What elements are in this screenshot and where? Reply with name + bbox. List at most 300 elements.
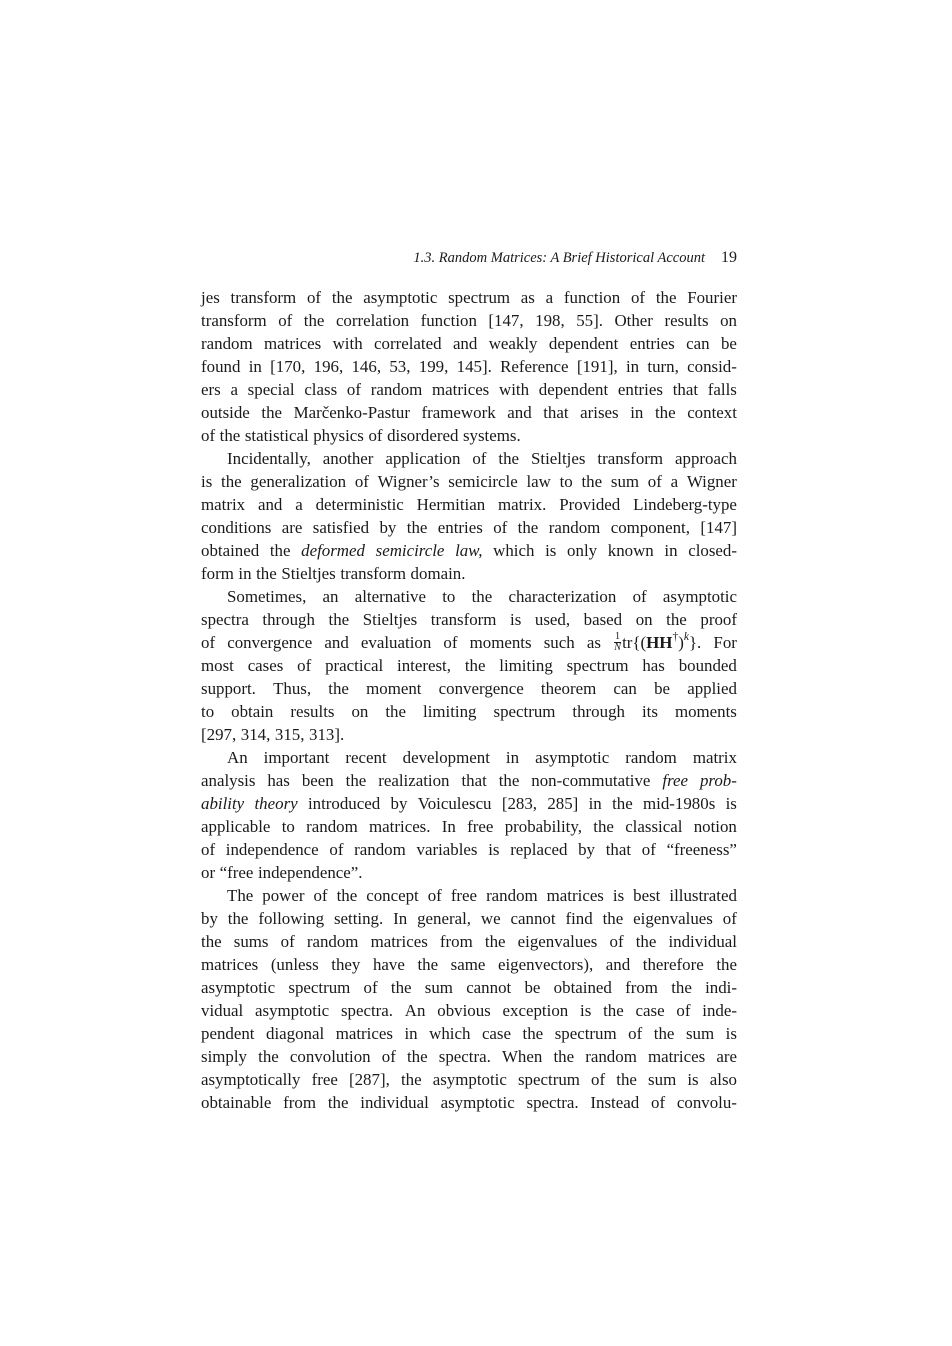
word: results [664,311,709,330]
word: outside [201,403,250,422]
word: can [686,334,710,353]
word: convergence [438,679,524,698]
word: asymptotic [201,978,276,997]
word: Other [614,311,653,330]
word: The [227,886,254,905]
word: as [520,288,535,307]
word: in [588,794,602,813]
word: is [488,840,500,859]
word: 315, [274,725,305,744]
word: of [306,288,322,307]
word: the [258,1047,279,1066]
word: obtained [201,541,260,560]
word: transform [340,564,406,583]
word: cases [247,656,284,675]
word: deterministic [315,495,404,514]
word: individual [360,1093,429,1112]
word: replaced [510,840,568,859]
word: 146, [351,357,382,376]
word: framework [421,403,496,422]
text-line [201,493,737,516]
word: matrices. [369,817,431,836]
word: spectra. [340,1001,393,1020]
text-line [201,424,737,447]
text-line [201,1045,737,1068]
text-line [201,608,737,631]
text-line [201,1068,737,1091]
word: only [567,541,598,560]
word: therefore [642,955,704,974]
word: consid- [687,357,737,376]
word: Stieltjes [362,610,418,629]
word: special [247,380,295,399]
word: the [345,771,367,790]
text-line [201,470,737,493]
word: physics [313,426,364,445]
word: also [709,1070,737,1089]
word: used, [534,610,571,629]
word: in [630,403,644,422]
word: of [201,840,216,859]
text-line [201,792,737,815]
word: Marčenko-Pastur [293,403,410,422]
word: a [230,380,238,399]
word: random [306,817,358,836]
word: vidual [201,1001,244,1020]
word: asymptotically [201,1070,301,1089]
word: random [306,932,359,951]
word: free [467,817,494,836]
word: 55]. [576,311,603,330]
word: correlated [374,334,442,353]
word: the [522,1024,544,1043]
word: Fourier [687,288,737,307]
word: of [722,909,737,928]
word: proof [700,610,737,629]
word: Lindeberg-type [633,495,737,514]
word: alternative [354,587,426,606]
word: matrices [546,886,604,905]
word: Reference [500,357,569,376]
word: free [662,771,689,790]
word: an [322,587,339,606]
text-line [201,677,737,700]
word: the [498,449,520,468]
word: the [328,679,349,698]
word: When [501,1047,543,1066]
word: Wigner [686,472,737,491]
word: disordered [387,426,459,445]
word: 313]. [309,725,345,744]
text-line [201,654,737,677]
word: that [461,771,487,790]
word: of [676,1001,691,1020]
word: asymptotic [255,1001,330,1020]
word: spectrum [288,978,351,997]
word: matrices [647,1047,706,1066]
text-line [201,1022,737,1045]
word: asymptotic [440,1093,515,1112]
text-line [201,953,737,976]
word: convolution [289,1047,371,1066]
word: a [670,472,679,491]
word: be [524,978,541,997]
word: or [201,863,216,882]
word: obtain [231,702,274,721]
word: can [613,679,637,698]
word: the [517,518,539,537]
word: [283, [501,794,538,813]
word: falls [707,380,737,399]
word: of [368,426,383,445]
word: its [641,702,658,721]
text-line [201,999,737,1022]
word: semicircle [375,541,445,560]
text-line [201,838,737,861]
word: case [481,1024,512,1043]
word: by [390,794,408,813]
word: following [258,909,325,928]
word: has [642,656,665,675]
word: spectra. [526,1093,579,1112]
word: entries [617,380,663,399]
word: Voiculescu [417,794,492,813]
word: by [379,518,397,537]
word: form [201,564,234,583]
word: be [654,679,671,698]
word: the [602,909,624,928]
word: bounded [678,656,737,675]
word: of [609,932,624,951]
word: known [607,541,654,560]
word: statistical [244,426,309,445]
word: the [666,610,687,629]
word: matrices [432,380,490,399]
word: [287], [348,1070,390,1089]
word: Stieltjes [530,449,586,468]
word: “free [219,863,254,882]
word: probability, [504,817,582,836]
word: are [281,518,303,537]
word: of [632,587,647,606]
word: case [635,1001,665,1020]
word: (unless [270,955,319,974]
text-line [201,447,737,470]
word: the [385,702,406,721]
word: the [553,1047,575,1066]
word: to [559,472,573,491]
word: interest, [397,656,451,675]
word: the [201,932,222,951]
word: of [201,633,216,652]
word: Sometimes, [227,587,307,606]
word: transform [201,311,267,330]
word: pendent [201,1024,255,1043]
word: obvious [437,1001,491,1020]
word: the [269,541,291,560]
word: closed- [688,541,737,560]
word: of [591,1070,606,1089]
word: random [548,518,601,537]
word: of [297,656,312,675]
word: a [295,495,303,514]
word: the [581,472,603,491]
word: systems. [462,426,521,445]
word: in [664,541,678,560]
word: For [713,633,737,652]
word: moments [674,702,737,721]
word: the [400,1070,422,1089]
word: free [311,1070,338,1089]
word: of [329,840,344,859]
text-line [201,976,737,999]
word: class [304,380,338,399]
word: turn, [647,357,679,376]
word: transform [430,610,497,629]
word: through [572,702,625,721]
text-line [201,332,737,355]
word: that [672,380,699,399]
word: that [543,403,569,422]
word: random [486,886,538,905]
word: be [720,334,737,353]
word: notion [693,817,737,836]
formula-prefix: tr{( [622,633,647,652]
formula-exponent: k [683,631,689,644]
word: the [603,1001,624,1020]
word: An [404,1001,426,1020]
word: sum [424,978,453,997]
word: of [346,380,361,399]
word: the [635,932,657,951]
word: with [332,334,363,353]
word: theory [254,794,298,813]
word: are [716,1047,737,1066]
word: best [633,886,661,905]
word: of [630,288,646,307]
text-line [201,539,737,562]
word: matrix. [498,495,547,514]
word: classical [625,817,683,836]
word: cannot [510,909,556,928]
word: analysis [201,771,256,790]
word: simply [201,1047,247,1066]
word: obtainable [201,1093,272,1112]
word: the [653,1024,675,1043]
running-head [201,248,737,268]
word: the [406,518,428,537]
word: eigenvalues [633,909,713,928]
word: 145]. [456,357,492,376]
word: spectra. [438,1047,491,1066]
word: from [625,978,658,997]
formula-dagger: † [672,631,679,644]
word: the [227,909,249,928]
word: jes [201,288,220,307]
word: generalization [250,472,347,491]
word: 196, [313,357,344,376]
word: 198, [535,311,565,330]
word: on [635,610,653,629]
word: convolu- [676,1093,737,1112]
word: matrices [201,955,259,974]
word: of [381,1047,396,1066]
word: Instead [590,1093,640,1112]
word: Incidentally, [227,449,311,468]
word: support. [201,679,256,698]
word: results [290,702,335,721]
word: of [641,840,656,859]
word: with [499,380,530,399]
word: spectrum [493,702,556,721]
word: the [328,610,350,629]
word: spectrum [554,1024,617,1043]
word: obtained [553,978,612,997]
text-line [201,378,737,401]
word: prob- [699,771,737,790]
word: of [443,633,458,652]
word: [147] [700,518,737,537]
word: in [505,748,520,767]
word: recent [345,748,387,767]
word: ability [201,794,245,813]
word: dependent [548,334,619,353]
word: is [545,541,557,560]
word: as [586,633,601,652]
word: sum [648,1070,677,1089]
word: function [420,311,477,330]
text-line [201,746,737,769]
word: spectrum [517,1070,580,1089]
fraction-denominator: N [614,641,621,653]
word: limiting [423,702,477,721]
word: the [616,1070,637,1089]
word: context [687,403,737,422]
word: entries [437,518,483,537]
word: satisfied [312,518,370,537]
word: mid-1980s [643,794,716,813]
word: on [351,702,369,721]
word: such [543,633,575,652]
word: correlation [335,311,410,330]
word: general, [417,909,472,928]
word: illustrated [669,886,737,905]
word: matrices [264,334,322,353]
word: by [201,909,218,928]
word: the [256,564,277,583]
word: the [417,955,439,974]
word: introduced [307,794,381,813]
word: variables [416,840,478,859]
word: the [219,426,241,445]
word: [147, [488,311,524,330]
word: the [671,978,692,997]
word: important [263,748,330,767]
word: they [331,955,361,974]
word: the [484,932,506,951]
word: matrices [335,1024,393,1043]
word: 285] [547,794,579,813]
word: the [303,311,325,330]
word: random [354,840,406,859]
word: Wigner’s [377,472,440,491]
text-line [201,631,737,654]
word: independence [225,840,319,859]
word: evaluation [360,633,432,652]
word: the [406,1047,428,1066]
word: to [442,587,456,606]
word: application [385,449,461,468]
word: is [725,1024,737,1043]
text-line [201,355,737,378]
moment-formula [613,631,701,654]
word: non-commutative [531,771,651,790]
word: in [238,564,252,583]
word: the [593,817,614,836]
word: that [605,840,632,859]
word: 53, [389,357,411,376]
word: based [583,610,623,629]
word: function [563,288,621,307]
word: in [404,1024,418,1043]
section-title: 1.3. Random Matrices: A Brief Historical Account [413,250,705,266]
word: of [472,449,487,468]
word: the [261,403,283,422]
word: transform [230,288,297,307]
word: [297, [201,725,237,744]
word: diagonal [266,1024,325,1043]
word: applicable [201,817,271,836]
word: weakly [488,334,538,353]
word: and [324,633,349,652]
word: of [651,1093,666,1112]
word: of [628,1024,643,1043]
word: asymptotic [432,1070,507,1089]
word: sum [685,1024,715,1043]
word: another [322,449,374,468]
word: limiting [499,656,553,675]
word: found [201,357,241,376]
word: spectrum [448,288,511,307]
word: An [227,748,248,767]
word: spectrum [566,656,629,675]
word: random [370,380,423,399]
text-line [201,1091,737,1114]
word: has [267,771,290,790]
word: random [625,748,677,767]
word: domain. [410,564,466,583]
word: applied [687,679,737,698]
word: arises [580,403,619,422]
word: from [439,932,473,951]
text-line [201,286,737,309]
word: moment [366,679,422,698]
word: the [716,955,737,974]
page-number: 19 [721,249,737,266]
word: the [221,472,242,491]
word: inde- [702,1001,737,1020]
text-line [201,861,737,884]
word: development [402,748,490,767]
word: and [452,334,478,353]
word: sum [610,472,640,491]
word: realization [378,771,450,790]
word: by [578,840,595,859]
word: sums [233,932,269,951]
word: to [281,817,295,836]
word: 314, [240,725,271,744]
word: convergence [227,633,313,652]
